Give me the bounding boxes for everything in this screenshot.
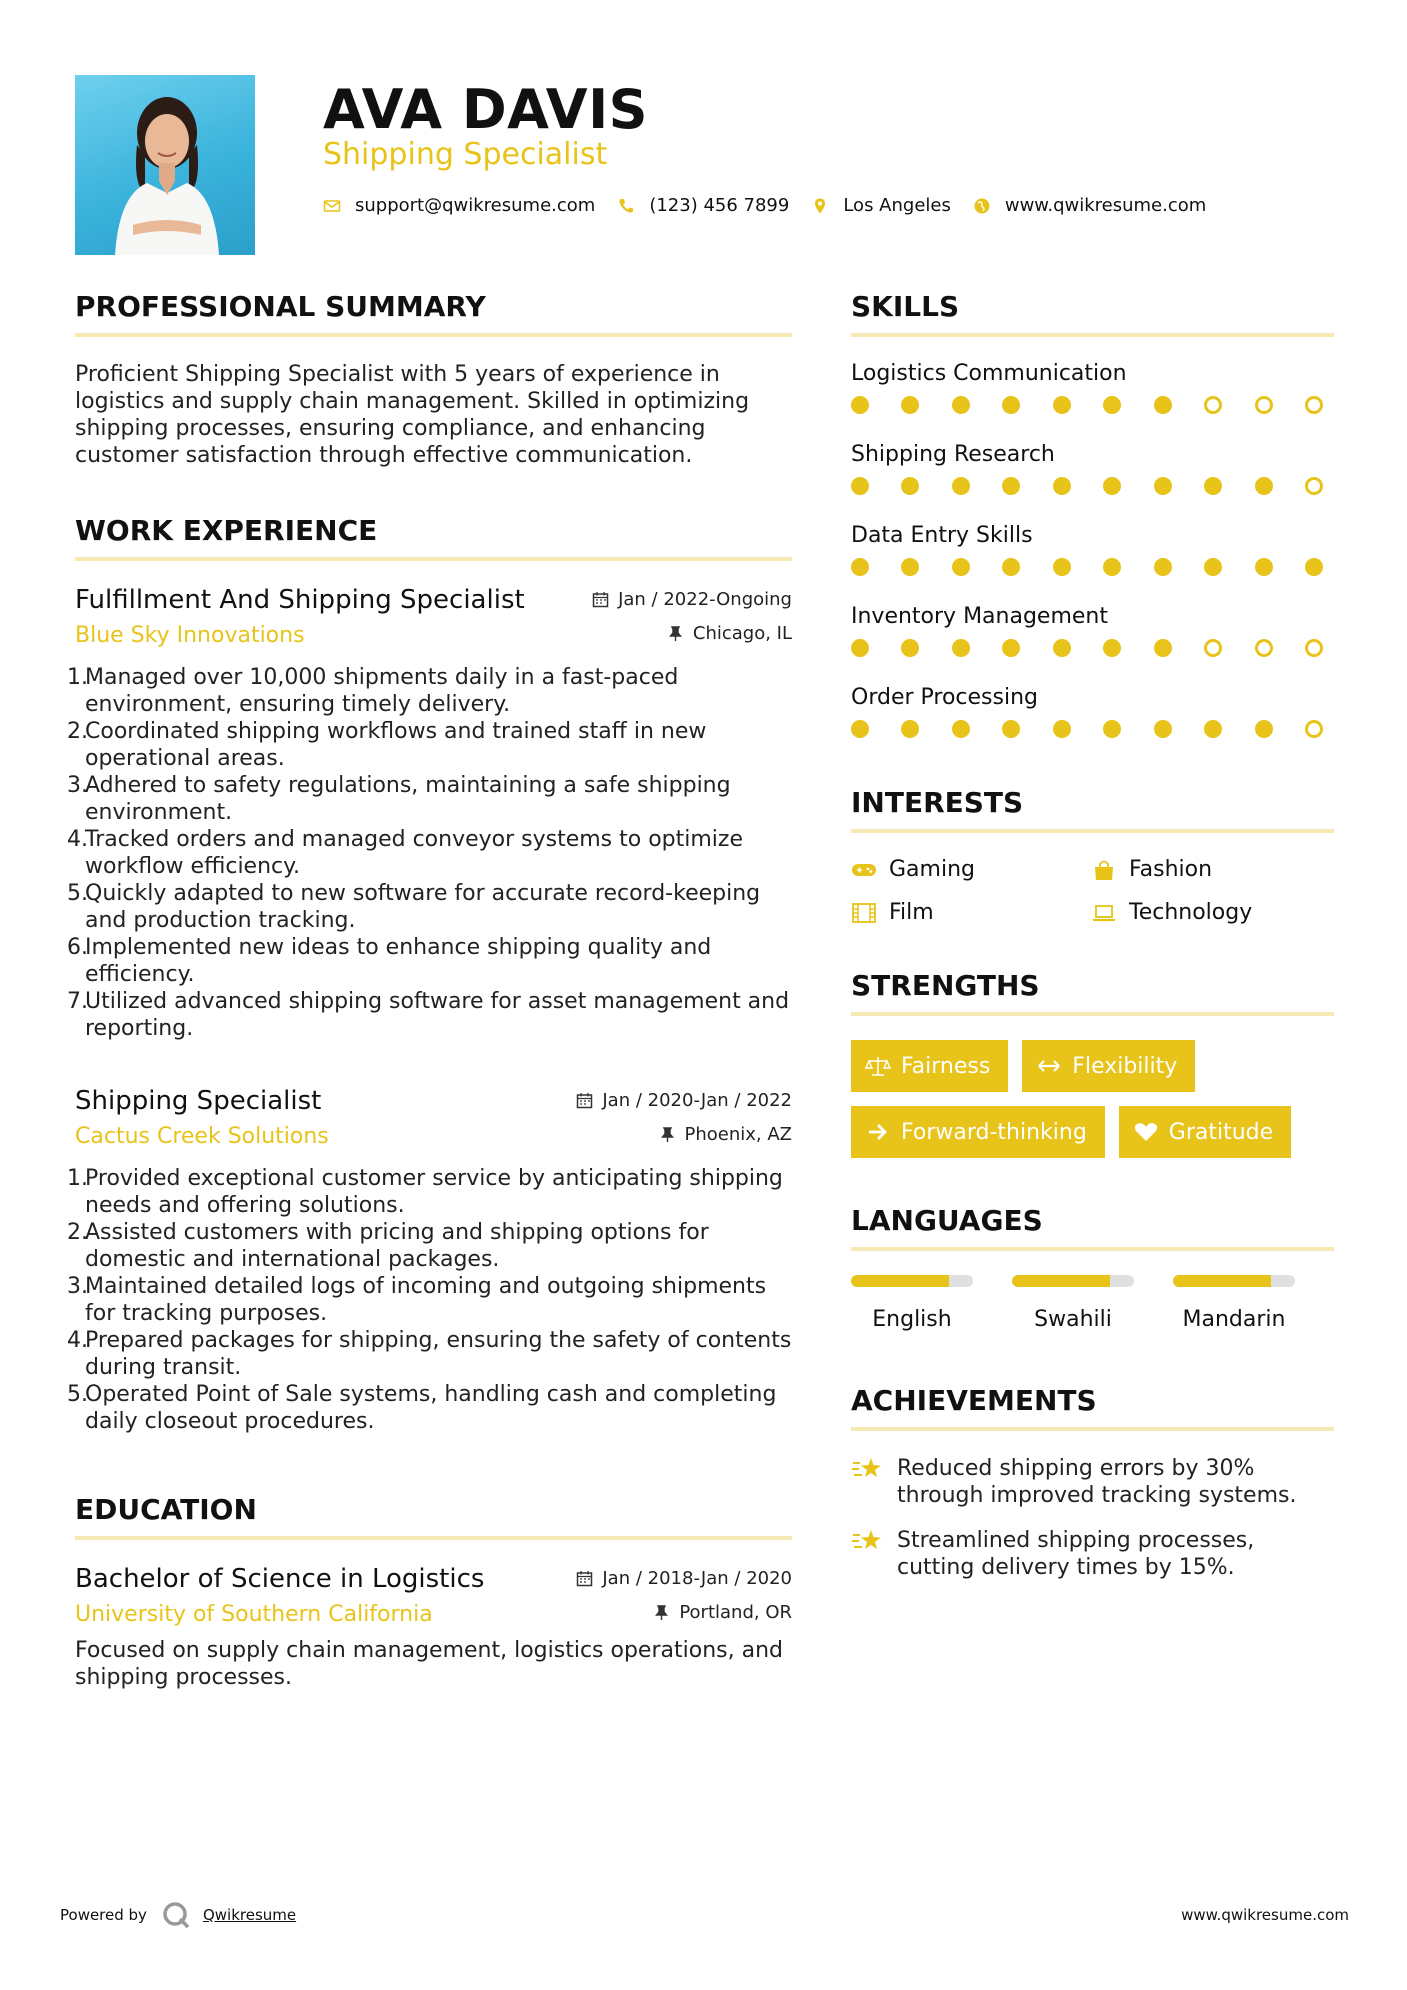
language-level-fill <box>851 1275 949 1287</box>
profile-photo-illustration <box>75 75 255 255</box>
qwikresume-link[interactable]: Qwikresume <box>202 1906 297 1924</box>
job-entry <box>67 1086 792 1435</box>
job-dates-text: Jan / 2022-Ongoing <box>618 589 792 610</box>
job-entry <box>67 585 792 1042</box>
education-location <box>653 1602 792 1623</box>
calendar-icon <box>576 1092 593 1109</box>
skill-item <box>851 523 1334 576</box>
list-item: 2. Assisted customers with pricing and shipping options for domestic and international packages. <box>67 1220 709 1272</box>
job-location <box>667 623 792 644</box>
rating-dot-filled <box>1255 720 1273 738</box>
summary-section <box>75 290 792 469</box>
shopping-bag-icon <box>1091 859 1117 881</box>
language-item: Mandarin <box>1173 1275 1295 1332</box>
skill-rating <box>851 558 1323 576</box>
arrow-right-icon <box>865 1121 891 1143</box>
rating-dot-filled <box>1204 477 1222 495</box>
arrows-horizontal-icon <box>1036 1055 1062 1077</box>
contact-website[interactable]: www.qwikresume.com <box>1004 195 1207 216</box>
experience-heading: WORK EXPERIENCE <box>75 514 792 561</box>
education-degree: Bachelor of Science in Logistics <box>75 1564 485 1594</box>
contact-location: Los Angeles <box>843 195 951 216</box>
achievement-item: Streamlined shipping processes, cutting delivery times by 15%. <box>851 1527 1334 1581</box>
skills-section <box>851 290 1334 738</box>
job-location-text: Chicago, IL <box>692 623 792 644</box>
footer-powered-by <box>60 1900 296 1930</box>
contact-phone[interactable]: (123) 456 7899 <box>649 195 790 216</box>
rating-dot-filled <box>1154 639 1172 657</box>
language-item: English <box>851 1275 973 1332</box>
interest-item: Technology <box>1091 900 1331 925</box>
skill-item <box>851 685 1334 738</box>
skill-name: Inventory Management <box>851 604 1108 629</box>
interest-item: Film <box>851 900 1091 925</box>
skill-name: Order Processing <box>851 685 1038 710</box>
rating-dot-filled <box>1103 720 1121 738</box>
balance-scale-icon <box>865 1055 891 1077</box>
skills-list <box>851 361 1334 738</box>
rating-dot-empty <box>1305 396 1323 414</box>
left-column <box>67 290 792 1691</box>
language-level-fill <box>1012 1275 1110 1287</box>
skill-rating <box>851 639 1323 657</box>
skill-name: Data Entry Skills <box>851 523 1033 548</box>
education-school: University of Southern California <box>75 1602 433 1627</box>
languages-heading: LANGUAGES <box>851 1204 1334 1251</box>
rating-dot-filled <box>1002 639 1020 657</box>
job-role: Shipping Specialist <box>75 1086 322 1116</box>
rating-dot-filled <box>1002 720 1020 738</box>
education-description: Focused on supply chain management, logistics operations, and shipping processes. <box>75 1638 783 1690</box>
skill-rating <box>851 720 1323 738</box>
achievements-heading: ACHIEVEMENTS <box>851 1384 1334 1431</box>
heart-icon <box>1133 1121 1159 1143</box>
list-item: 4. Tracked orders and managed conveyor systems to optimize workflow efficiency. <box>67 827 744 879</box>
map-marker-icon <box>811 197 829 215</box>
rating-dot-filled <box>1103 396 1121 414</box>
summary-text: Proficient Shipping Specialist with 5 years of experience in logistics and supply chain management. Skilled in optimizing shipping processes, ensuring compliance, and enhancing customer satisfaction through effective communication. <box>75 362 750 468</box>
list-item: 7. Utilized advanced shipping software for asset management and reporting. <box>67 989 790 1041</box>
interests-list <box>851 857 1334 925</box>
rating-dot-filled <box>1154 720 1172 738</box>
rating-dot-filled <box>1103 558 1121 576</box>
list-item: 5. Quickly adapted to new software for accurate record-keeping and production tracking. <box>67 881 761 933</box>
rating-dot-empty <box>1204 639 1222 657</box>
rating-dot-filled <box>1103 477 1121 495</box>
rating-dot-empty <box>1204 396 1222 414</box>
profile-photo <box>75 75 255 255</box>
achievement-item: Reduced shipping errors by 30% through improved tracking systems. <box>851 1455 1334 1509</box>
rating-dot-filled <box>1002 558 1020 576</box>
strength-chip: Forward-thinking <box>851 1106 1105 1158</box>
right-column <box>851 290 1334 1599</box>
envelope-icon <box>323 197 341 215</box>
education-dates <box>576 1568 792 1589</box>
rating-dot-filled <box>1053 639 1071 657</box>
strength-chip: Gratitude <box>1119 1106 1291 1158</box>
rating-dot-filled <box>1204 720 1222 738</box>
rating-dot-filled <box>952 477 970 495</box>
rating-dot-filled <box>1154 477 1172 495</box>
skill-rating <box>851 396 1323 414</box>
language-level-fill <box>1173 1275 1271 1287</box>
list-item: 5. Operated Point of Sale systems, handling cash and completing daily closeout procedures. <box>67 1382 777 1434</box>
interests-heading: INTERESTS <box>851 786 1334 833</box>
skill-item <box>851 361 1334 414</box>
skill-name: Shipping Research <box>851 442 1055 467</box>
pushpin-icon <box>659 1126 676 1143</box>
rating-dot-empty <box>1255 396 1273 414</box>
rating-dot-filled <box>901 720 919 738</box>
rating-dot-filled <box>851 477 869 495</box>
rating-dot-filled <box>1204 558 1222 576</box>
rating-dot-empty <box>1305 720 1323 738</box>
languages-section <box>851 1204 1334 1332</box>
rating-dot-filled <box>1255 477 1273 495</box>
rating-dot-filled <box>1053 558 1071 576</box>
language-level-bar <box>1173 1275 1295 1287</box>
rating-dot-empty <box>1255 639 1273 657</box>
list-item: 1. Managed over 10,000 shipments daily in a fast-paced environment, ensuring timely delivery. <box>67 665 679 717</box>
job-role: Fulfillment And Shipping Specialist <box>75 585 525 615</box>
interest-item: Fashion <box>1091 857 1331 882</box>
education-location-text: Portland, OR <box>679 1602 792 1623</box>
rating-dot-filled <box>952 558 970 576</box>
job-location <box>659 1124 793 1145</box>
summary-heading: PROFESSIONAL SUMMARY <box>75 290 792 337</box>
contact-email[interactable]: support@qwikresume.com <box>355 195 596 216</box>
language-level-bar <box>851 1275 973 1287</box>
rating-dot-filled <box>1154 396 1172 414</box>
rating-dot-filled <box>952 720 970 738</box>
rating-dot-filled <box>901 477 919 495</box>
strengths-heading: STRENGTHS <box>851 969 1334 1016</box>
list-item: 2. Coordinated shipping workflows and trained staff in new operational areas. <box>67 719 707 771</box>
list-item: 1. Provided exceptional customer service by anticipating shipping needs and offering solutions. <box>67 1166 783 1218</box>
job-location-text: Phoenix, AZ <box>684 1124 792 1145</box>
rating-dot-empty <box>1305 477 1323 495</box>
job-dates-text: Jan / 2020-Jan / 2022 <box>602 1090 792 1111</box>
interest-item: Gaming <box>851 857 1091 882</box>
job-bullets <box>67 1165 792 1435</box>
rating-dot-filled <box>851 558 869 576</box>
education-dates-text: Jan / 2018-Jan / 2020 <box>602 1568 792 1589</box>
achievements-section <box>851 1384 1334 1581</box>
list-item: 4. Prepared packages for shipping, ensuring the safety of contents during transit. <box>67 1328 792 1380</box>
candidate-name: AVA DAVIS <box>323 78 649 141</box>
rating-dot-filled <box>901 639 919 657</box>
rating-dot-filled <box>1053 720 1071 738</box>
pushpin-icon <box>653 1604 670 1621</box>
rating-dot-filled <box>952 639 970 657</box>
rating-dot-filled <box>901 558 919 576</box>
list-item: 3. Adhered to safety regulations, maintaining a safe shipping environment. <box>67 773 731 825</box>
film-icon <box>851 902 877 924</box>
gamepad-icon <box>851 859 877 881</box>
rating-dot-filled <box>1053 396 1071 414</box>
job-company: Cactus Creek Solutions <box>75 1124 329 1149</box>
strength-chip: Fairness <box>851 1040 1008 1092</box>
qwikresume-logo-icon <box>161 1900 191 1930</box>
shooting-star-icon <box>851 1455 883 1483</box>
globe-icon <box>973 197 991 215</box>
interests-section <box>851 786 1334 925</box>
language-item: Swahili <box>1012 1275 1134 1332</box>
strength-chip: Flexibility <box>1022 1040 1195 1092</box>
rating-dot-filled <box>851 639 869 657</box>
calendar-icon <box>576 1570 593 1587</box>
job-dates <box>576 1090 792 1111</box>
footer-website[interactable]: www.qwikresume.com <box>1181 1906 1349 1924</box>
skill-item <box>851 442 1334 495</box>
list-item: 6. Implemented new ideas to enhance shipping quality and efficiency. <box>67 935 712 987</box>
job-company: Blue Sky Innovations <box>75 623 305 648</box>
phone-icon <box>617 197 635 215</box>
education-section <box>75 1493 792 1691</box>
job-bullets <box>67 664 792 1042</box>
language-level-bar <box>1012 1275 1134 1287</box>
calendar-icon <box>592 591 609 608</box>
rating-dot-filled <box>901 396 919 414</box>
powered-by-label: Powered by <box>60 1906 147 1924</box>
rating-dot-empty <box>1305 639 1323 657</box>
shooting-star-icon <box>851 1527 883 1555</box>
strengths-section <box>851 969 1334 1158</box>
candidate-title: Shipping Specialist <box>323 137 608 172</box>
pushpin-icon <box>667 625 684 642</box>
list-item: 3. Maintained detailed logs of incoming and outgoing shipments for tracking purposes. <box>67 1274 767 1326</box>
contact-bar <box>323 195 1228 216</box>
skill-name: Logistics Communication <box>851 361 1127 386</box>
rating-dot-filled <box>952 396 970 414</box>
rating-dot-filled <box>851 720 869 738</box>
education-heading: EDUCATION <box>75 1493 792 1540</box>
strengths-list <box>851 1040 1334 1158</box>
rating-dot-filled <box>1154 558 1172 576</box>
rating-dot-filled <box>1002 477 1020 495</box>
skill-item <box>851 604 1334 657</box>
rating-dot-filled <box>851 396 869 414</box>
rating-dot-filled <box>1305 558 1323 576</box>
experience-section <box>67 514 792 1435</box>
job-dates <box>592 589 792 610</box>
rating-dot-filled <box>1255 558 1273 576</box>
languages-list <box>851 1275 1334 1332</box>
rating-dot-filled <box>1002 396 1020 414</box>
rating-dot-filled <box>1103 639 1121 657</box>
skill-rating <box>851 477 1323 495</box>
rating-dot-filled <box>1053 477 1071 495</box>
skills-heading: SKILLS <box>851 290 1334 337</box>
laptop-icon <box>1091 902 1117 924</box>
